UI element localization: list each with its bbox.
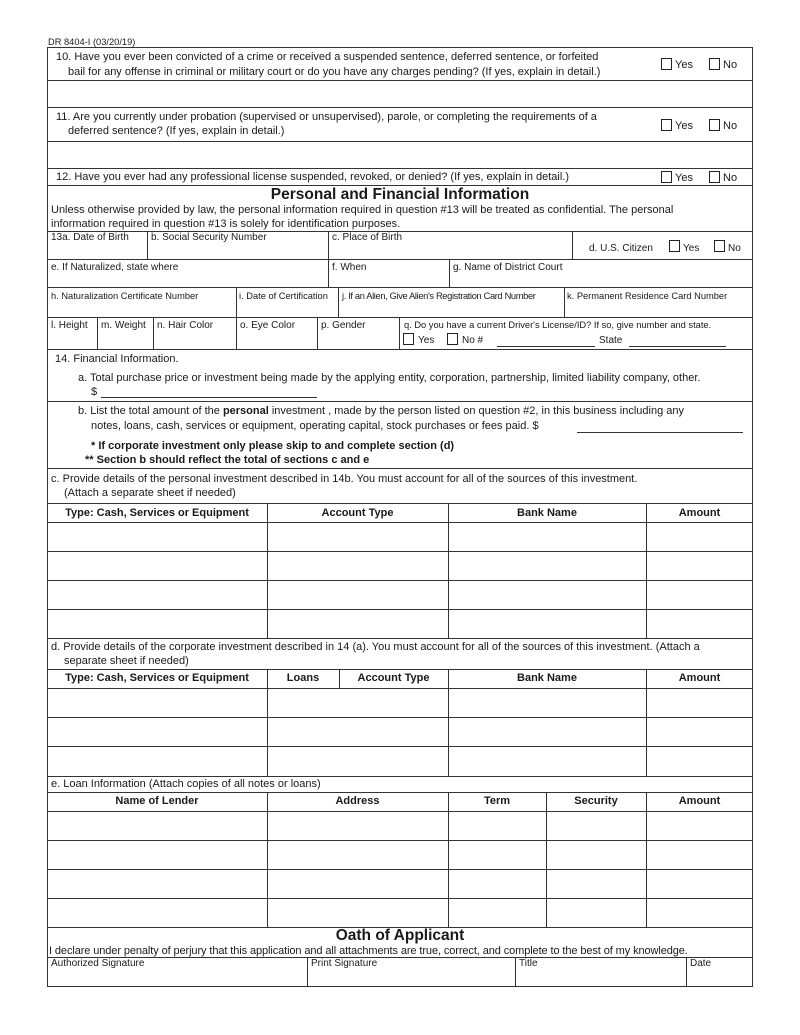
divider [47,468,753,469]
divider [317,317,318,349]
personal-financial-title: Personal and Financial Information [270,186,530,203]
q10-line1: 10. Have you ever been convicted of a crime or received a suspended sentence, deferred sentence, or forfeited [56,51,599,63]
when-label: f. When [332,262,367,273]
section-d-line2: separate sheet if needed) [64,655,189,667]
e-header-amount: Amount [678,795,721,807]
authorized-signature-field[interactable] [48,970,306,986]
drivers-license-label: q. Do you have a current Driver's License/ID? If so, give number and state. [404,320,712,330]
divider [339,669,340,688]
divider [564,287,565,317]
divider [572,231,573,259]
license-yes-checkbox[interactable] [403,333,414,345]
q10-no-label: No [723,59,738,71]
e-header-term: Term [483,795,511,807]
divider [236,287,237,317]
d-header-amount: Amount [678,672,721,684]
q12-yes-checkbox[interactable] [661,171,672,183]
date-field[interactable] [687,970,752,986]
date-of-birth-label: 13a. Date of Birth [51,232,129,243]
d-table-body[interactable] [48,689,752,775]
divider [399,317,400,349]
divider [147,231,148,259]
c-header-amount: Amount [678,507,721,519]
q11-no-label: No [723,120,738,132]
license-number-field[interactable] [497,346,595,347]
d-header-account-type: Account Type [357,672,430,684]
place-of-birth-label: c. Place of Birth [332,232,403,243]
alien-card-label: j. If an Alien, Give Alien's Registration Card Number [342,291,536,301]
license-no-label: No # [462,335,484,346]
divider [47,287,753,288]
e-header-address: Address [335,795,380,807]
section-d-line1: d. Provide details of the corporate investment described in 14 (a). You must account for all of the sources of this investment. (Attach a [51,641,700,653]
eye-color-label: o. Eye Color [240,320,296,331]
q10-line2: bail for any offense in criminal or military court or do you have any charges pending? (If yes, explain in detail.) [68,66,601,78]
e-header-lender: Name of Lender [115,795,199,807]
section-e-line1: e. Loan Information (Attach copies of all notes or loans) [51,778,321,790]
financial-a-dollar: $ [91,386,98,398]
divider [47,401,753,402]
d-header-loans: Loans [286,672,320,684]
citizen-yes-checkbox[interactable] [669,240,680,252]
q11-no-checkbox[interactable] [709,119,720,131]
citizen-no-label: No [728,243,741,254]
license-state-label: State [599,335,623,346]
q12-yes-label: Yes [675,172,693,184]
confidential-note-line1: Unless otherwise provided by law, the personal information required in question #13 will be treated as confidential. The personal [51,204,674,216]
divider [236,317,237,349]
d-header-type: Type: Cash, Services or Equipment [65,672,249,684]
q11-line2: deferred sentence? (If yes, explain in detail.) [68,125,285,137]
financial-note1: * If corporate investment only please skip to and complete section (d) [91,440,455,452]
title-field[interactable] [516,970,685,986]
c-table-body[interactable] [48,523,752,637]
hair-color-label: n. Hair Color [157,320,214,331]
license-state-field[interactable] [629,346,726,347]
height-label: l. Height [51,320,88,331]
divider [328,259,329,287]
naturalization-cert-label: h. Naturalization Certificate Number [51,291,199,301]
q10-explanation-field[interactable] [48,81,752,107]
q10-yes-checkbox[interactable] [661,58,672,70]
c-header-bank-name: Bank Name [517,507,577,519]
q12-line1: 12. Have you ever had any professional license suspended, revoked, or denied? (If yes, explain in detail.) [56,171,570,183]
divider [47,638,753,639]
divider [47,107,753,108]
authorized-signature-label: Authorized Signature [51,958,145,969]
q12-no-label: No [723,172,738,184]
divider [449,259,450,287]
divider [47,957,753,958]
financial-b-line2: notes, loans, cash, services or equipment, operating capital, stock purchases or fees paid. $ [91,420,539,432]
oath-declaration: I declare under penalty of perjury that this application and all attachments are true, correct, and complete to the best of my knowledge. [49,945,688,957]
divider [47,503,753,504]
citizen-yes-label: Yes [683,243,700,254]
divider [47,168,753,169]
ssn-label: b. Social Security Number [151,232,267,243]
divider [47,792,753,793]
financial-note2: ** Section b should reflect the total of sections c and e [85,454,370,466]
e-table-body[interactable] [48,812,752,926]
title-label: Title [519,958,538,969]
total-investment-field[interactable] [101,397,317,398]
print-signature-field[interactable] [308,970,514,986]
naturalized-where-label: e. If Naturalized, state where [51,262,179,273]
us-citizen-label: d. U.S. Citizen [589,243,653,254]
gender-label: p. Gender [321,320,366,331]
print-signature-label: Print Signature [311,958,378,969]
section-c-line1: c. Provide details of the personal investment described in 14b. You must account for all of the sources of this investment. [51,473,638,485]
section-c-line2: (Attach a separate sheet if needed) [64,487,236,499]
weight-label: m. Weight [101,320,146,331]
financial-info-title: 14. Financial Information. [55,353,179,365]
q12-no-checkbox[interactable] [709,171,720,183]
oath-title: Oath of Applicant [335,927,465,944]
license-no-checkbox[interactable] [447,333,458,345]
q10-yes-label: Yes [675,59,693,71]
permanent-residence-label: k. Permanent Residence Card Number [567,291,728,301]
confidential-note-line2: information required in question #13 is solely for identification purposes. [51,218,401,230]
q11-line1: 11. Are you currently under probation (supervised or unsupervised), parole, or completing the requirements of a [56,111,597,123]
form-id: DR 8404-I (03/20/19) [48,37,136,47]
personal-investment-field[interactable] [577,432,743,433]
q11-yes-checkbox[interactable] [661,119,672,131]
divider [47,776,753,777]
financial-b-line1: b. List the total amount of the personal investment , made by the person listed on question #2, in this business including any [78,405,684,417]
date-of-cert-label: i. Date of Certification [239,291,328,301]
divider [47,669,753,670]
d-header-bank-name: Bank Name [517,672,577,684]
license-yes-label: Yes [418,335,435,346]
q10-no-checkbox[interactable] [709,58,720,70]
q11-explanation-field[interactable] [48,142,752,168]
q11-yes-label: Yes [675,120,693,132]
citizen-no-checkbox[interactable] [714,240,725,252]
district-court-label: g. Name of District Court [453,262,563,273]
e-header-security: Security [574,795,618,807]
divider [97,317,98,349]
divider [328,231,329,259]
date-label: Date [690,958,712,969]
financial-a-line: a. Total purchase price or investment being made by the applying entity, corporation, partnership, limited liability company, other. [78,372,701,384]
divider [338,287,339,317]
divider [47,259,753,260]
divider [47,349,753,350]
c-header-type: Type: Cash, Services or Equipment [65,507,249,519]
c-header-account-type: Account Type [321,507,394,519]
divider [153,317,154,349]
